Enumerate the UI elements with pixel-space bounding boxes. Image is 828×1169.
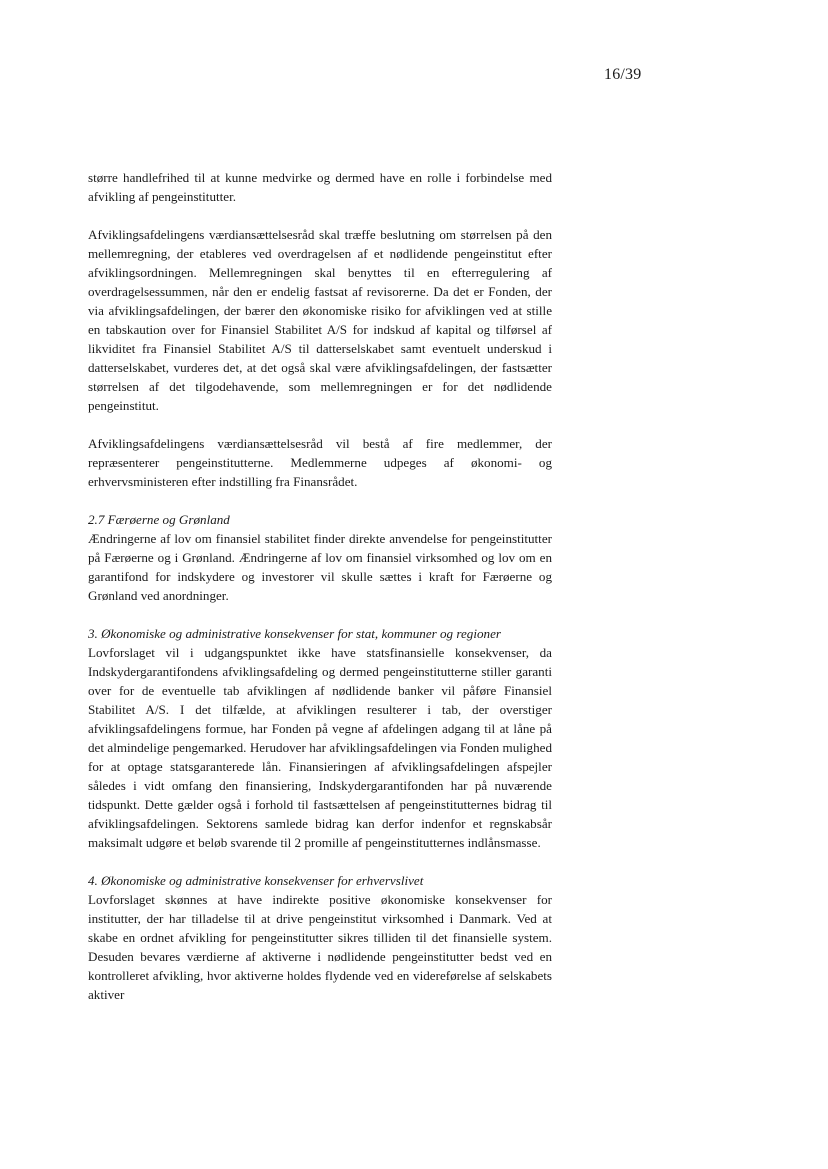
paragraph: Afviklingsafdelingens værdiansættelsesråd skal træffe beslutning om størrelsen på den mellemregning, der etableres ved overdragelsen af et nødlidende pengeinstitut efter afviklingsordningen. Mellemregningen skal benyttes til en efterregulering af overdragelsessummen, når den er endelig fastsat af revisorerne. Da det er Fonden, der via afviklingsafdelingen, der bærer den økonomiske risiko for afviklingen ved at stille en tabskaution over for Finansiel Stabilitet A/S for indskud af kapital og tilførsel af likviditet fra Finansiel Stabilitet A/S til datterselskabet samt eventuelt underskud i datterselskabet, vurderes det, at det også skal være afviklingsafdelingen, der fastsætter størrelsen af det tilgodehavende, som mellemregningen er for det nødlidende pengeinstitut. <box>88 227 552 413</box>
page-number: 16/39 <box>604 66 642 83</box>
paragraph: Ændringerne af lov om finansiel stabilitet finder direkte anvendelse for pengeinstitutter på Færøerne og i Grønland. Ændringerne af lov om finansiel virksomhed og lov om en garantifond for indskydere og investorer vil skulle sættes i kraft for Færøerne og Grønland ved anordninger. <box>88 531 552 603</box>
document-body <box>88 168 552 1004</box>
paragraph: Lovforslaget vil i udgangspunktet ikke have statsfinansielle konsekvenser, da Indskydergarantifondens afviklingsafdeling og dermed pengeinstitutterne stiller garanti over for de eventuelle tab afviklingen af nødlidende banker vil påføre Finansiel Stabilitet A/S. I det tilfælde, at afviklingen resulterer i tab, der overstiger afviklingsafdelingens formue, har Fonden på vegne af afdelingen adgang til at låne på det almindelige pengemarked. Herudover har afviklingsafdelingen via Fonden mulighed for at optage statsgaranterede lån. Finansieringen af afviklingsafdelingen afspejler således i vidt omfang den finansiering, Indskydergarantifonden har på nuværende tidspunkt. Dette gælder også i forhold til fastsættelsen af pengeinstitutternes bidrag til afviklingsafdelingen. Sektorens samlede bidrag kan derfor indenfor et regnskabsår maksimalt udgøre et beløb svarende til 2 promille af pengeinstitutternes indlånsmasse. <box>88 645 552 850</box>
section-heading: 3. Økonomiske og administrative konsekvenser for stat, kommuner og regioner <box>88 626 501 641</box>
section-heading: 2.7 Færøerne og Grønland <box>88 512 230 527</box>
paragraph: Afviklingsafdelingens værdiansættelsesråd vil bestå af fire medlemmer, der repræsenterer pengeinstitutterne. Medlemmerne udpeges af økonomi- og erhvervsministeren efter indstilling fra Finansrådet. <box>88 436 552 489</box>
paragraph: Lovforslaget skønnes at have indirekte positive økonomiske konsekvenser for institutter, der har tilladelse til at drive pengeinstitut virksomhed i Danmark. Ved at skabe en ordnet afvikling for pengeinstitutter sikres tilliden til det finansielle system. Desuden bevares værdierne af aktiverne i nødlidende pengeinstitutter bedst ved en kontrolleret afvikling, hvor aktiverne holdes flydende ved en videreførelse af selskabets aktiver <box>88 892 552 1002</box>
section-heading: 4. Økonomiske og administrative konsekvenser for erhvervslivet <box>88 873 424 888</box>
paragraph: større handlefrihed til at kunne medvirke og dermed have en rolle i forbindelse med afvikling af pengeinstitutter. <box>88 170 552 204</box>
